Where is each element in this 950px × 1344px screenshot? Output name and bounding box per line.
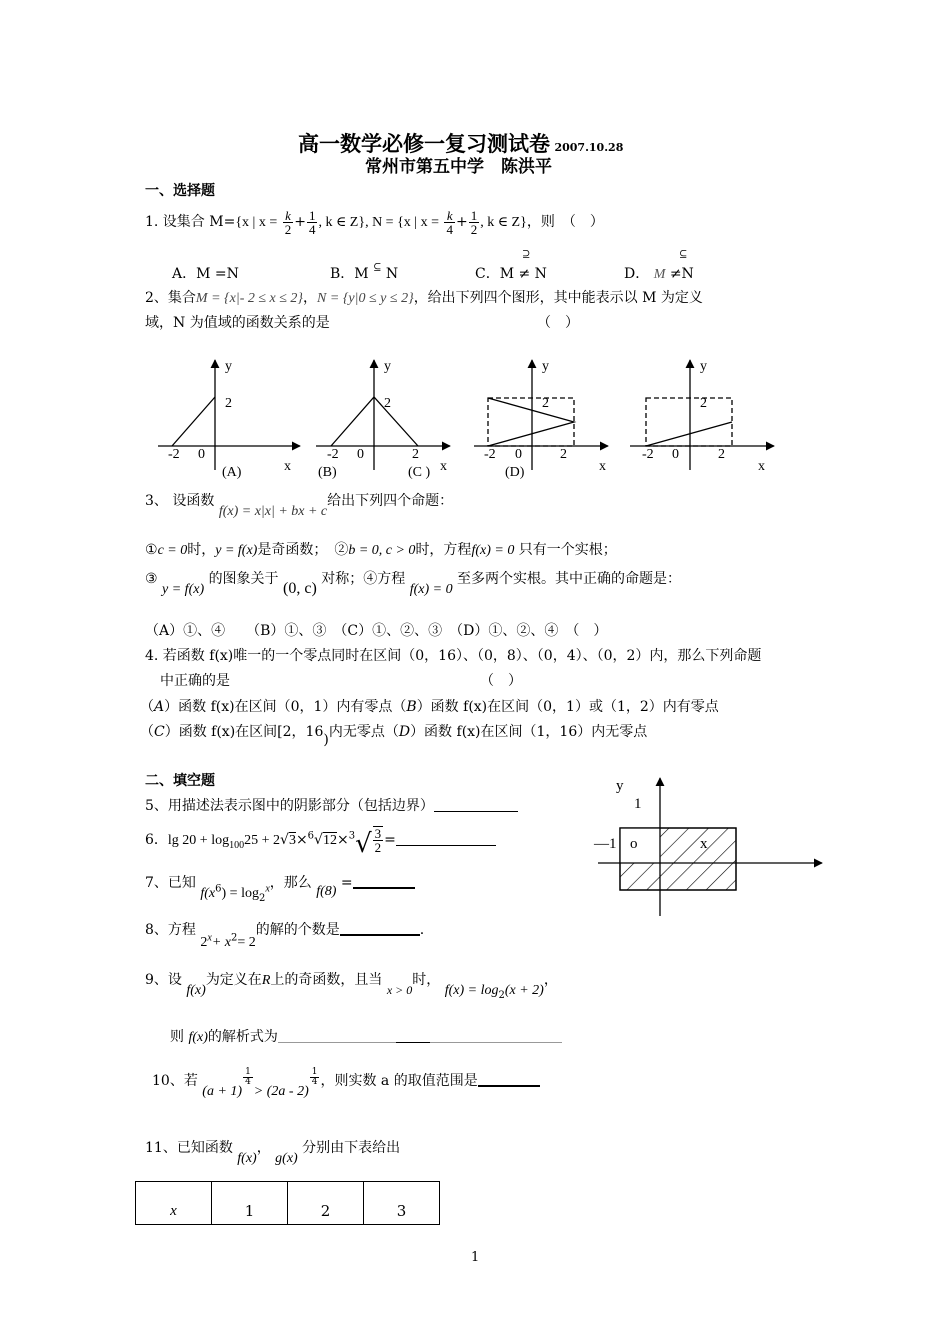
q1-m-set: {x | x = <box>235 215 278 230</box>
tick-neg2: -2 <box>642 447 654 462</box>
q11-gx: g(x) <box>275 1151 298 1166</box>
sqrt-icon: √ <box>280 832 289 848</box>
frac-num: k <box>444 209 455 223</box>
q2-line-2: 域，N 为值域的函数关系的是 <box>145 315 330 331</box>
q3-p2-mid: 时，方程 <box>415 542 472 558</box>
subset-icon: ⊆ <box>679 249 688 260</box>
q1-option-c <box>475 249 547 283</box>
q8-post: 的解的个数是 <box>255 922 340 938</box>
page-title: 高一数学必修一复习测试卷 <box>298 131 550 156</box>
q1-option-a: A．M =N <box>172 266 239 282</box>
q3-p3-f: y = f(x) <box>162 582 205 597</box>
q9-t3: 时， <box>412 972 441 988</box>
q4-paren: （ ） <box>480 673 522 689</box>
graph-c-line <box>488 398 574 446</box>
q10-exp-2 <box>310 1068 320 1087</box>
tick-neg1: —1 <box>594 836 617 852</box>
frac-num: 1 <box>311 1066 318 1077</box>
q9-sub2: 2 <box>498 989 505 1001</box>
q3-func: f(x) = x|x| + bx + c <box>218 504 328 519</box>
q5-text: 5、用描述法表示图中的阴影部分（包括边界） <box>145 798 434 814</box>
tick-1: 1 <box>634 796 642 812</box>
sqrt-icon: √ <box>355 829 372 859</box>
frac-num: 3 <box>374 826 382 841</box>
q4-option-a: ）函数 f(x)在区间（0，1）内有零点（ <box>164 699 407 715</box>
q5-shade-right <box>660 828 736 890</box>
page-subtitle: 常州市第五中学 陈洪平 <box>365 157 552 177</box>
q11-comma: ， <box>256 1140 271 1156</box>
q3-options: （A）①、④ （B）①、③ （C）①、②、③ （D）①、②、④ （ ） <box>145 623 608 639</box>
q1-frac-12 <box>469 209 480 236</box>
q4-option-d: ）函数 f(x)在区间（1，16）内无零点 <box>410 724 648 740</box>
q8-eq-b: + x <box>211 935 231 950</box>
q4-paren-open: （ <box>140 699 154 715</box>
circle-1: ① <box>145 542 158 558</box>
q6-r3: 3 <box>288 833 296 848</box>
q4-options-ab <box>140 696 719 716</box>
q8-dot: . <box>419 922 425 938</box>
question-11 <box>145 1137 401 1166</box>
q9-answer-blank-2[interactable] <box>396 1028 430 1043</box>
q11-fx: f(x) <box>237 1151 257 1166</box>
tick-0: 0 <box>357 447 364 462</box>
q10-exp-1 <box>243 1068 253 1087</box>
q8-lead: 8、方程 <box>145 922 196 938</box>
page-date: 2007.10.28 <box>554 141 624 154</box>
q9-formula <box>444 982 544 1001</box>
q7-supx: x <box>265 883 270 895</box>
q6-frac <box>373 826 384 854</box>
frac-den: 4 <box>446 221 453 237</box>
graph-label-a: (A) <box>222 465 242 480</box>
q9-t2: 上的奇函数，且当 <box>270 972 383 988</box>
q10-lead: 10、若 <box>152 1073 198 1089</box>
question-6 <box>145 826 496 859</box>
q3-p1-post: 是奇函数； ② <box>257 542 349 558</box>
y-label: y <box>225 359 232 374</box>
question-1: 1. 设集合 M={x | x = $\frac{k}{2}$ + $\frac{1}{4}$ , k ∈ Z}, N = {x | x = $\frac{k}{4}$ + $\frac{1}{2}$ , k ∈ Z}，则 （ ） <box>145 207 604 237</box>
page-number: 1 <box>471 1250 480 1265</box>
q8-equation <box>200 934 255 950</box>
frac-den: 2 <box>284 221 292 237</box>
q7-f1: f(x <box>200 886 216 901</box>
q4-paren-close: ) <box>323 732 329 748</box>
q9-t1: 为定义在 <box>205 972 262 988</box>
question-5 <box>145 795 518 815</box>
q1-option-d <box>624 249 694 283</box>
tick-0: 0 <box>672 447 679 462</box>
q3-p1-f: y = f(x) <box>215 543 258 558</box>
q2-m-set: M = {x|- 2 ≤ x ≤ 2} <box>195 291 304 306</box>
circle-3: ③ <box>145 571 158 587</box>
q8-supx: x <box>207 932 212 944</box>
q4-option-d-label: D <box>398 724 411 740</box>
tick-2: 2 <box>560 447 567 462</box>
q8-eq-c: = 2 <box>237 935 256 950</box>
table-header-cell: 3 <box>364 1182 440 1225</box>
q9-l2a: 则 <box>170 1029 184 1045</box>
tick-2: 2 <box>542 396 549 411</box>
q3-p1-mid: 时， <box>187 542 216 558</box>
q6-times1: × <box>295 832 308 848</box>
q9-answer-blank-1[interactable] <box>278 1028 396 1043</box>
q1-option-b-label: B．M <box>330 266 369 282</box>
table-row <box>136 1182 440 1225</box>
q6-r12: 12 <box>322 833 337 848</box>
table-header-cell: 1 <box>212 1182 288 1225</box>
q3-props-1 <box>145 539 617 559</box>
q9-formula-b: (x + 2) <box>504 983 544 998</box>
tick-neg2: -2 <box>168 447 180 462</box>
graph-d-line <box>646 422 732 446</box>
q11-table <box>135 1181 440 1225</box>
graph-b <box>316 359 450 480</box>
frac-den: 4 <box>308 221 316 237</box>
q1-option-c-text: C．M ≠ N <box>475 266 547 282</box>
q3-lead: 3、 设函数 <box>145 493 215 509</box>
q5-figure <box>588 770 828 920</box>
q7-formula <box>200 883 270 904</box>
q7-answer-blank[interactable] <box>353 873 415 889</box>
q2-text: ，给出下列四个图形，其中能表示以 M 为定义 <box>413 290 703 306</box>
x-label: x <box>758 459 765 474</box>
graph-label-d: (D) <box>505 465 525 480</box>
q3-p2-eq: f(x) = 0 <box>471 543 515 558</box>
tick-neg2: -2 <box>484 447 496 462</box>
tick-2: 2 <box>384 396 391 411</box>
q1-frac-k4 <box>444 209 455 236</box>
q3-p4-eq: f(x) = 0 <box>409 582 453 597</box>
q6-sub100: 100 <box>229 840 245 851</box>
q3-p1-c: c = 0 <box>157 543 188 558</box>
q4-options-cd <box>140 721 648 748</box>
q9-fx: f(x) <box>186 983 206 998</box>
q1-end: ，则 （ ） <box>526 214 604 230</box>
table-header-cell: x <box>136 1182 212 1225</box>
frac-den: 2 <box>374 840 382 855</box>
q8-answer-blank[interactable] <box>340 920 420 936</box>
q6-expr1: lg 20 + log <box>167 833 230 848</box>
q3-text: 给出下列四个命题： <box>327 493 454 509</box>
q4-paren-open: （ <box>140 724 154 740</box>
q9-cond: x > 0 <box>386 983 413 997</box>
q9-R: R <box>261 973 271 988</box>
section-1-title: 一、选择题 <box>145 183 215 199</box>
origin-label: o <box>630 836 638 852</box>
q3-p3-mid: 的图象关于 <box>208 571 279 587</box>
q4-option-b-label: B <box>406 699 417 715</box>
subset-icon: ⊆ <box>373 262 382 273</box>
y-label: y <box>616 778 624 794</box>
q2-lead: 2、集合 <box>145 290 196 306</box>
x-label: x <box>599 459 606 474</box>
tick-0: 0 <box>198 447 205 462</box>
q6-expr2: 25 + 2 <box>244 833 281 848</box>
frac-num: 1 <box>245 1066 251 1077</box>
x-label: x <box>440 459 447 474</box>
sqrt-icon: √ <box>314 832 323 848</box>
q5-answer-blank[interactable] <box>434 797 518 812</box>
y-label: y <box>700 359 707 374</box>
q3-p2-post: 只有一个实根； <box>518 542 617 558</box>
q2-graphs <box>150 352 790 482</box>
tick-2: 2 <box>700 396 707 411</box>
tick-0: 0 <box>515 447 522 462</box>
q7-f1b: ) = log <box>221 886 259 901</box>
q4-option-b: ）函数 f(x)在区间（0，1）或（1，2）内有零点 <box>416 699 719 715</box>
q11-lead: 11、已知函数 <box>145 1140 233 1156</box>
q7-eq: = <box>340 875 353 891</box>
q7-mid: ，那么 <box>269 875 312 891</box>
frac-num: 1 <box>470 207 478 223</box>
question-7 <box>145 872 415 904</box>
q1-option-b-n: N <box>385 266 399 282</box>
q1-option-d-n: ≠N <box>669 266 694 282</box>
q3-p3-pt: (0, c) <box>283 580 317 597</box>
question-10 <box>152 1066 540 1099</box>
q9-line-2 <box>170 1026 562 1046</box>
q6-idx3: 3 <box>348 830 356 842</box>
q3-p4-post: 至多两个实根。其中正确的命题是： <box>457 571 682 587</box>
q1-n-tail: , k ∈ Z} <box>480 215 527 230</box>
q7-f8: f(8) <box>316 884 337 899</box>
q9-answer-blank-3[interactable] <box>430 1028 562 1043</box>
frac-den: 4 <box>245 1076 251 1087</box>
frac-num: 1 <box>308 207 316 223</box>
q6-eq: = <box>384 832 396 848</box>
q4-line-1: 4. 若函数 f(x)唯一的一个零点同时在区间（0，16）、（0，8）、（0，4）、（0，2）内，那么下列命题 <box>145 648 762 664</box>
graph-c <box>474 359 608 480</box>
x-label: x <box>700 836 708 852</box>
graph-label-c: (C ) <box>408 465 431 480</box>
q2-paren: （ ） <box>537 315 579 331</box>
q1-lead: 1. 设集合 M= <box>145 214 236 230</box>
question-9 <box>145 969 558 1001</box>
q8-sup2: 2 <box>231 932 238 944</box>
q10-gt: > (2a - 2) <box>253 1084 309 1099</box>
graph-a <box>158 359 300 480</box>
tick-2: 2 <box>225 396 232 411</box>
q1-option-d-label: D． <box>624 266 650 282</box>
q10-e1: (a + 1) <box>202 1084 243 1099</box>
q8-eq-a: 2 <box>200 935 208 950</box>
q7-sup6: 6 <box>215 883 222 895</box>
q4-option-c-label: C <box>154 724 165 740</box>
q5-clear <box>620 828 660 863</box>
y-label: y <box>384 359 391 374</box>
dashed-box <box>646 398 732 446</box>
q4-option-c: ）函数 f(x)在区间[2，16 <box>164 724 324 740</box>
q9-comma: ， <box>543 972 558 988</box>
q3-p2-cond: b = 0, c > 0 <box>348 543 416 558</box>
table-header-cell: 2 <box>288 1182 364 1225</box>
q2-sep: ， <box>303 290 318 306</box>
q1-frac-14 <box>307 209 318 236</box>
x-label: x <box>284 459 291 474</box>
q9-l2fx: f(x) <box>188 1030 208 1045</box>
q9-lead: 9、设 <box>145 972 182 988</box>
graph-d <box>630 359 774 474</box>
question-2 <box>145 287 703 307</box>
q3-props-2 <box>145 568 682 597</box>
q1-option-d-m: M <box>653 267 666 282</box>
q1-m-tail: , k ∈ Z}, N = {x | x = <box>318 215 439 230</box>
y-label: y <box>542 359 549 374</box>
tick-2: 2 <box>412 447 419 462</box>
frac-num: k <box>283 209 294 223</box>
q5-shade-left <box>620 863 660 890</box>
question-8 <box>145 919 425 950</box>
q2-n-set: N = {y|0 ≤ y ≤ 2} <box>317 291 414 306</box>
q10-answer-blank[interactable] <box>478 1071 540 1087</box>
graph-label-b: (B) <box>318 465 337 480</box>
frac-den: 4 <box>311 1076 318 1087</box>
tick-2: 2 <box>718 447 725 462</box>
q11-post: 分别由下表给出 <box>302 1140 401 1156</box>
frac-den: 2 <box>470 221 478 237</box>
dashed-box <box>488 398 574 446</box>
tick-neg2: -2 <box>327 447 339 462</box>
q10-post: ，则实数 a 的取值范围是 <box>320 1073 478 1089</box>
q4-option-c-2: 内无零点（ <box>328 724 399 740</box>
section-2-title: 二、填空题 <box>145 773 215 789</box>
graph-a-line <box>172 397 215 446</box>
q6-times2: × <box>336 832 349 848</box>
q6-answer-blank[interactable] <box>396 831 496 846</box>
q9-l2b: 的解析式为 <box>207 1029 278 1045</box>
q9-formula-a: f(x) = log <box>444 983 499 998</box>
q6-idx6: 6 <box>307 830 315 842</box>
q6-lead: 6． <box>145 832 168 848</box>
q7-lead: 7、已知 <box>145 875 196 891</box>
q4-line-2: 中正确的是 <box>160 673 230 689</box>
question-3 <box>145 490 454 519</box>
q10-inequality <box>202 1066 320 1099</box>
q7-sub2: 2 <box>258 892 266 904</box>
q1-frac-k2 <box>283 209 294 236</box>
q4-option-a-label: A <box>154 699 165 715</box>
q3-p3-post: 对称；④方程 <box>321 571 406 587</box>
superset-icon: ⊇ <box>522 249 531 260</box>
q1-option-b <box>330 263 398 283</box>
